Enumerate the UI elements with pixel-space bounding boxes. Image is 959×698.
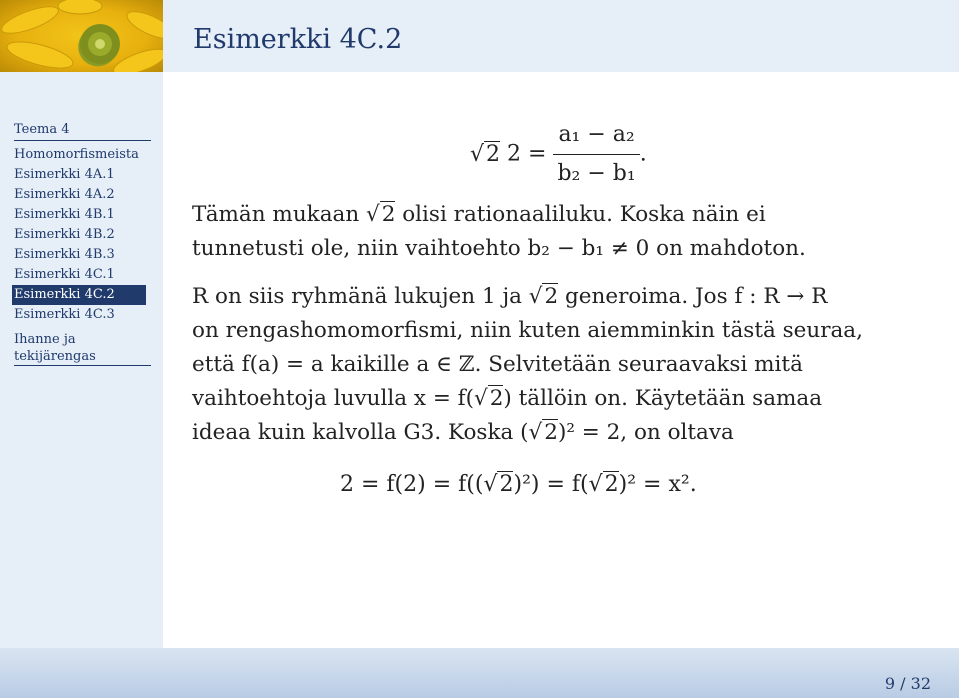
sidebar-item-esimerkki-4b-1[interactable]: Esimerkki 4B.1 [14,207,115,222]
frame-title: Esimerkki 4C.2 [193,24,403,55]
sidebar-item-esimerkki-4a-2[interactable]: Esimerkki 4A.2 [14,187,115,202]
text-line: tunnetusti ole, niin vaihtoehto b₂ − b₁ ≠ 0 on mahdoton. [192,236,806,261]
text-line: ideaa kuin kalvolla G3. Koska (√2)² = 2, on oltava [192,420,734,445]
nav-list [14,120,154,366]
sqrt-2: √2 [470,141,501,167]
text-line: että f(a) = a kaikille a ∈ ℤ. Selvitetään seuraavaksi mitä [192,352,803,377]
text-line: on rengashomomorfismi, niin kuten aiemminkin tästä seuraa, [192,318,863,343]
sidebar-item-ihanne-ja-tekijarengas[interactable] [14,331,151,366]
sidebar-navigation [0,72,163,648]
sidebar-item-esimerkki-4c-2[interactable]: Esimerkki 4C.2 [12,285,146,305]
sidebar-item-esimerkki-4b-3[interactable]: Esimerkki 4B.3 [14,247,115,262]
sunflower-logo [0,0,163,72]
sidebar-item-esimerkki-4c-1[interactable]: Esimerkki 4C.1 [14,267,115,282]
sidebar-item-esimerkki-4c-3[interactable]: Esimerkki 4C.3 [14,307,115,322]
equation-final: 2 = f(2) = f((√2)²) = f(√2)² = x². [340,472,697,497]
title-bar [163,0,959,72]
sidebar-item-esimerkki-4b-2[interactable]: Esimerkki 4B.2 [14,227,115,242]
page-number: 9 / 32 [884,674,931,693]
sidebar-item-esimerkki-4a-1[interactable]: Esimerkki 4A.1 [14,167,115,182]
sidebar-item-label: Ihanne ja [14,332,76,347]
text-line: vaihtoehtoja luvulla x = f(√2) tällöin on. Käytetään samaa [192,386,823,411]
sidebar-item-label: tekijärengas [14,349,96,364]
text-line: Tämän mukaan √2 olisi rationaaliluku. Koska näin ei [192,202,766,227]
fraction: $\frac{\text{a₁ − a₂}}{\text{b₂ − b₁}}$ [553,118,639,191]
text-line: R on siis ryhmänä lukujen 1 ja √2 generoima. Jos f : R → R [192,284,828,309]
paragraph-1 [192,198,806,266]
paragraph-2 [192,280,863,450]
equation-sqrt2-fraction: √2 2 = $\frac{\text{a₁ − a₂}}{\text{b₂ − b₁}}$ . [470,118,647,191]
sidebar-item-teema-4[interactable]: Teema 4 [14,120,151,141]
footer-bar [0,648,959,698]
sidebar-item-homomorfismeista[interactable]: Homomorfismeista [14,147,139,162]
